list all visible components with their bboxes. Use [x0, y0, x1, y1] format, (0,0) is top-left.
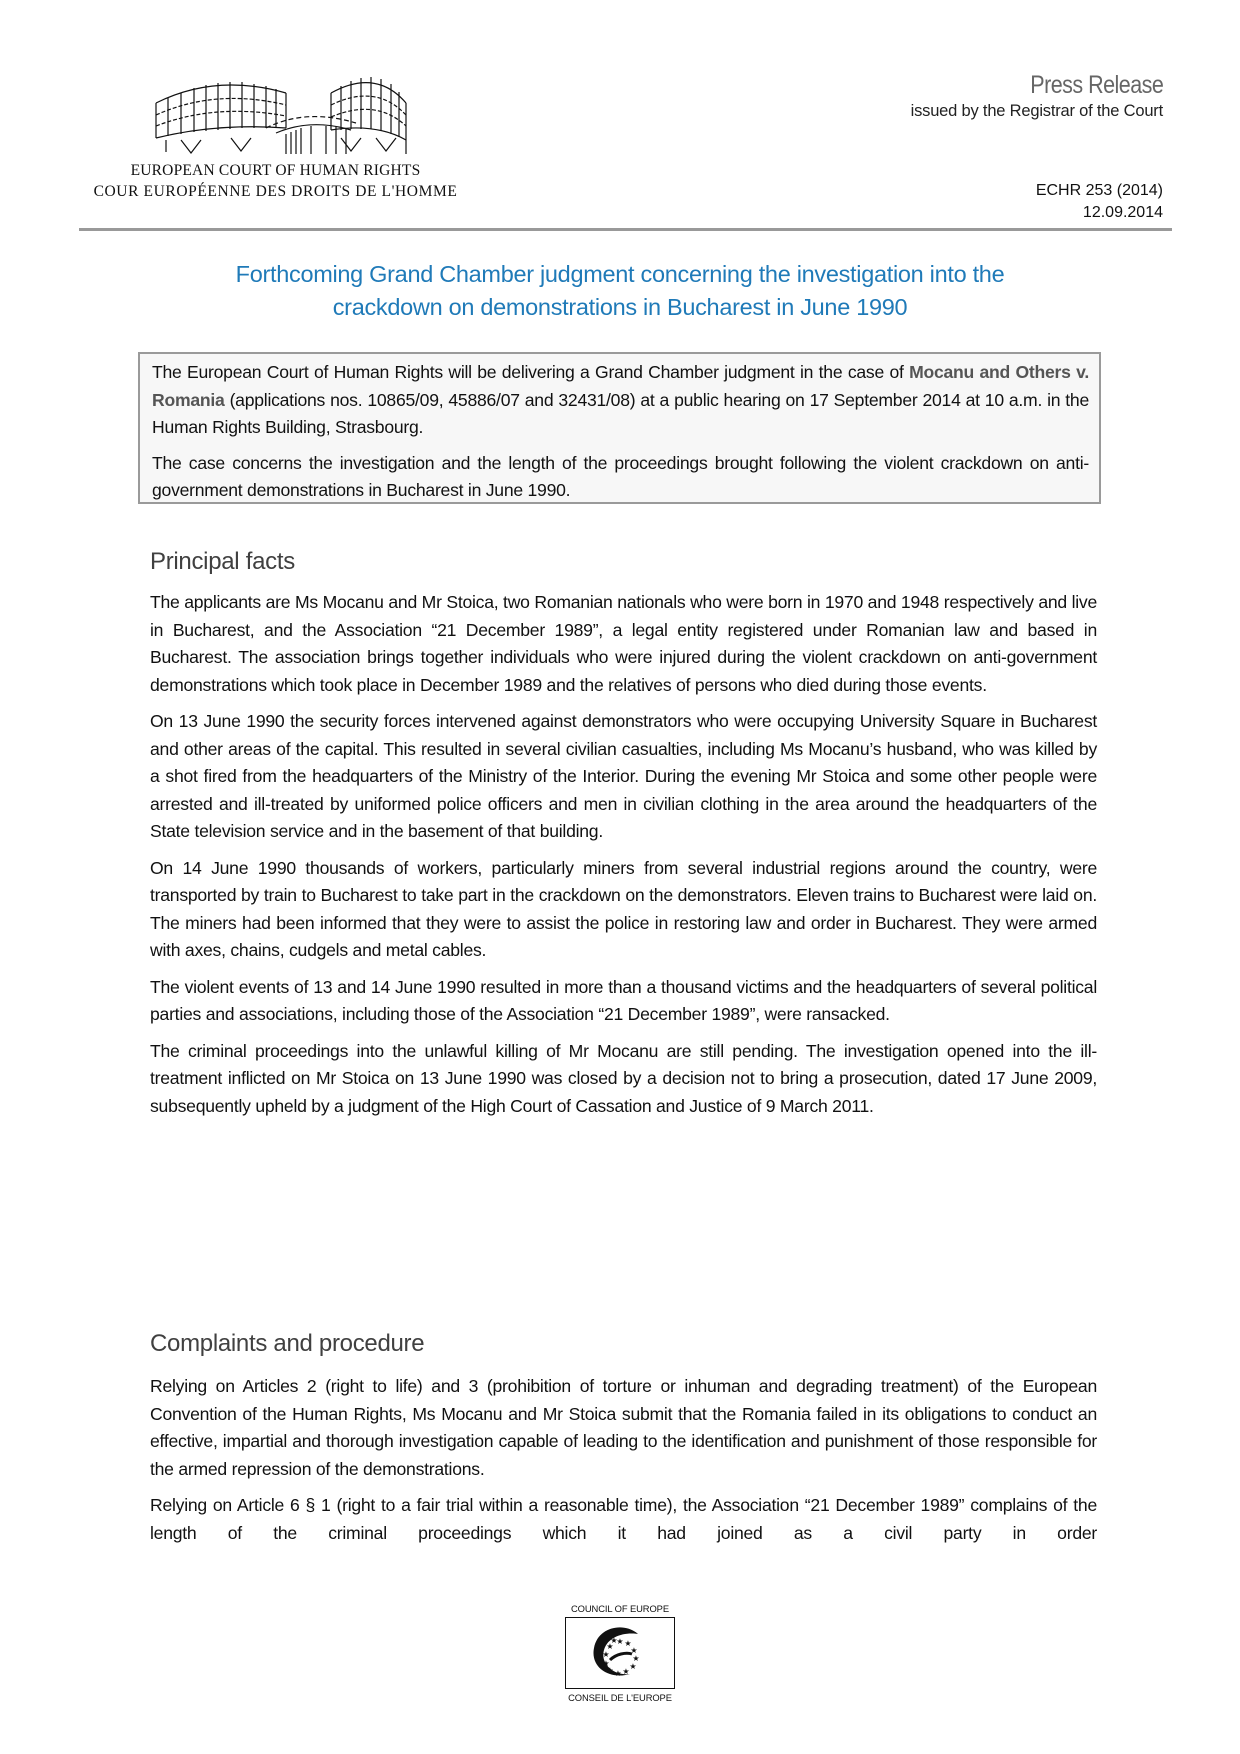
- paragraph: The violent events of 13 and 14 June 1990 resulted in more than a thousand victims and the headquarters of several political parties and associations, including those of the Association “21 December 1989”, were ransacked.: [150, 976, 1097, 1024]
- svg-text:★: ★: [630, 1646, 638, 1655]
- press-release-header: [911, 70, 1163, 121]
- svg-text:★: ★: [602, 1650, 610, 1659]
- reference-block: [1036, 180, 1163, 224]
- coe-logo-bottom-text: CONSEIL DE L'EUROPE: [568, 1692, 672, 1703]
- section-heading-principal-facts: Principal facts: [150, 548, 295, 575]
- court-name-french: COUR EUROPÉENNE DES DROITS DE L'HOMME: [93, 183, 458, 200]
- summary-text: The European Court of Human Rights will be delivering a Grand Chamber judgment in the case of: [152, 362, 910, 382]
- paragraph: The applicants are Ms Mocanu and Mr Stoica, two Romanian nationals who were born in 1970 and 1948 respectively and live in Bucharest, and the Association “21 December 1989”, a legal entity registered under Romanian law and based in Bucharest. The association brings together individuals who were injured during the violent crackdown on anti-government demonstrations which took place in December 1989 and the relatives of persons who died during those events.: [150, 592, 1097, 695]
- press-release-subtitle: issued by the Registrar of the Court: [910, 102, 1163, 120]
- court-logo: [78, 68, 473, 201]
- summary-paragraph-1: [152, 359, 1089, 442]
- svg-text:★: ★: [629, 1662, 637, 1671]
- summary-text: (applications nos. 10865/09, 45886/07 and 32431/08) at a public hearing on 17 September 2014 at 10 a.m. in the Human Rights Building, Strasbourg.: [152, 389, 1089, 437]
- document-title-line-2: crackdown on demonstrations in Bucharest in June 1990: [332, 294, 908, 320]
- paragraph: Relying on Articles 2 (right to life) and 3 (prohibition of torture or inhuman and degrading treatment) of the European Convention of the Human Rights, Ms Mocanu and Mr Stoica submit that the Romania failed in its obligations to conduct an effective, impartial and thorough investigation capable of leading to the identification and punishment of those responsible for the armed repression of the demonstrations.: [150, 1376, 1097, 1479]
- section-complaints-procedure: [150, 1373, 1097, 1556]
- section-principal-facts: [150, 589, 1097, 1129]
- document-title-line-1: Forthcoming Grand Chamber judgment concerning the investigation into the: [235, 261, 1005, 287]
- svg-text:★: ★: [632, 1654, 640, 1663]
- svg-text:★: ★: [614, 1669, 622, 1678]
- section-heading-complaints: Complaints and procedure: [150, 1330, 425, 1357]
- svg-text:★: ★: [616, 1637, 624, 1646]
- summary-box: [138, 352, 1101, 504]
- svg-text:★: ★: [610, 1636, 618, 1645]
- svg-text:★: ★: [606, 1666, 614, 1675]
- paragraph: The criminal proceedings into the unlawful killing of Mr Mocanu are still pending. The investigation opened into the ill-treatment inflicted on Mr Stoica on 13 June 1990 was closed by a decision not to bring a prosecution, dated 17 June 2009, subsequently upheld by a judgment of the High Court of Cassation and Justice of 9 March 2011.: [150, 1040, 1097, 1116]
- paragraph: On 14 June 1990 thousands of workers, particularly miners from several industrial regions around the country, were transported by train to Bucharest to take part in the crackdown on the demonstrators. Eleven trains to Bucharest were laid on. The miners had been informed that they were to assist the police in restoring law and order in Bucharest. They were armed with axes, chains, cudgels and metal cables.: [150, 857, 1097, 960]
- header-divider: [79, 228, 1172, 231]
- svg-text:★: ★: [624, 1639, 632, 1648]
- court-building-icon: [126, 68, 426, 158]
- case-name: Mocanu and Others v. Romania: [152, 362, 1090, 410]
- svg-text:★: ★: [622, 1667, 630, 1676]
- svg-text:★: ★: [606, 1642, 614, 1651]
- coe-logo-frame: [565, 1617, 675, 1689]
- paragraph: On 13 June 1990 the security forces intervened against demonstrators who were occupying University Square in Bucharest and other areas of the capital. This resulted in several civilian casualties, including Ms Mocanu’s husband, who was killed by a shot fired from the headquarters of the Ministry of the Interior. During the evening Mr Stoica and some other people were arrested and ill-treated by uniformed police officers and men in civilian clothing in the area around the headquarters of the State television service and in the basement of that building.: [150, 711, 1097, 841]
- svg-text:★: ★: [602, 1659, 610, 1668]
- reference-number: ECHR 253 (2014): [1035, 182, 1163, 199]
- release-date: 12.09.2014: [1082, 204, 1163, 221]
- summary-paragraph-2: The case concerns the investigation and the length of the proceedings brought following the violent crackdown on anti-government demonstrations in Bucharest in June 1990.: [152, 452, 1089, 500]
- court-name-english: EUROPEAN COURT OF HUMAN RIGHTS: [130, 162, 421, 179]
- document-title: [140, 258, 1100, 324]
- coe-logo-top-text: COUNCIL OF EUROPE: [571, 1603, 669, 1614]
- paragraph: Relying on Article 6 § 1 (right to a fair trial within a reasonable time), the Association “21 December 1989” complains of the length of the criminal proceedings which it had joined as a civil party in order: [150, 1495, 1097, 1543]
- council-of-europe-emblem-icon: [580, 1622, 660, 1684]
- council-of-europe-logo: [556, 1603, 684, 1703]
- press-release-title: Press Release: [1029, 71, 1163, 99]
